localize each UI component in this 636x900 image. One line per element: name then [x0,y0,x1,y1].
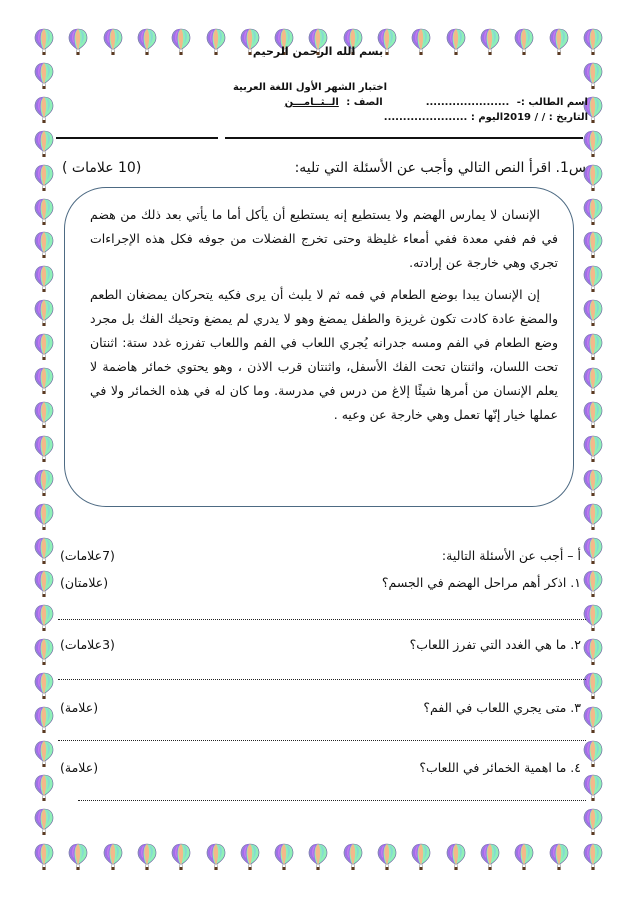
question-4: ٤. ما اهمية الخمائر في اللعاب؟ [419,760,581,775]
hot-air-balloon-icon [34,638,54,666]
hot-air-balloon-icon [34,62,54,90]
hot-air-balloon-icon [34,503,54,531]
grade-value: الــثــامـــن [284,97,339,108]
hot-air-balloon-icon [34,435,54,463]
hot-air-balloon-icon [583,604,603,632]
hot-air-balloon-icon [103,843,123,871]
hot-air-balloon-icon [480,843,500,871]
hot-air-balloon-icon [171,843,191,871]
hot-air-balloon-icon [514,843,534,871]
hot-air-balloon-icon [68,843,88,871]
hot-air-balloon-icon [206,843,226,871]
hot-air-balloon-icon [34,333,54,361]
hot-air-balloon-icon [34,774,54,802]
hot-air-balloon-icon [34,843,54,871]
day-label: اليوم : [470,112,504,123]
question-3-marks: (علامة) [60,700,99,715]
hot-air-balloon-icon [411,843,431,871]
hot-air-balloon-icon [34,672,54,700]
hot-air-balloon-icon [34,164,54,192]
date-row [168,112,588,123]
hot-air-balloon-icon [274,843,294,871]
hot-air-balloon-icon [583,401,603,429]
hot-air-balloon-icon [583,774,603,802]
question1-marks: (10 علامات ) [62,160,142,176]
hot-air-balloon-icon [34,604,54,632]
hot-air-balloon-icon [34,469,54,497]
hot-air-balloon-icon [34,96,54,124]
reading-passage [90,203,558,435]
hot-air-balloon-icon [34,367,54,395]
answer-line-1[interactable] [58,619,586,620]
hot-air-balloon-icon [583,638,603,666]
question-3: ٣. متى يجري اللعاب في الفم؟ [423,700,581,715]
hot-air-balloon-icon [583,333,603,361]
hot-air-balloon-icon [34,537,54,565]
hot-air-balloon-icon [583,164,603,192]
hot-air-balloon-icon [583,130,603,158]
hot-air-balloon-icon [34,231,54,259]
hot-air-balloon-icon [240,843,260,871]
exam-title: اختبار الشهر الأول اللغة العربية [232,82,388,93]
hot-air-balloon-icon [137,843,157,871]
hot-air-balloon-icon [343,843,363,871]
hot-air-balloon-icon [377,843,397,871]
header-divider-left [56,137,218,139]
student-info-row [168,97,588,108]
student-name-label: اسم الطالب :- [516,97,588,108]
hot-air-balloon-icon [34,198,54,226]
hot-air-balloon-icon [583,469,603,497]
passage-paragraph: الإنسان لا يمارس الهضم ولا يستطيع إنه يستطيع أن يأكل أما ما يأتي بعد ذلك من هضم في فم ففي معدة ففي أمعاء غليظة وحتى تخرج الفضلات من جوفه فكل هذه الإجراءات تجري وهي خارجة عن إرادته. [90,207,558,270]
hot-air-balloon-icon [583,198,603,226]
hot-air-balloon-icon [583,537,603,565]
hot-air-balloon-icon [583,62,603,90]
hot-air-balloon-icon [34,570,54,598]
student-name-field[interactable]: ...................... [425,97,510,108]
hot-air-balloon-icon [549,843,569,871]
day-field[interactable]: ...................... [383,112,468,123]
question-1-marks: (علامتان) [60,575,109,590]
hot-air-balloon-icon [34,808,54,836]
hot-air-balloon-icon [583,231,603,259]
section-a-title: أ – أجب عن الأسئلة التالية: [441,548,581,563]
hot-air-balloon-icon [34,706,54,734]
hot-air-balloon-icon [34,130,54,158]
bismillah-heading: بسم الله الرحمن الرحيم [252,45,384,58]
hot-air-balloon-icon [34,299,54,327]
question1-title: س1. اقرأ النص التالي وأجب عن الأسئلة التي تليه: [294,160,586,176]
section-a-marks: (7علامات) [60,548,115,563]
hot-air-balloon-icon [583,503,603,531]
hot-air-balloon-icon [34,401,54,429]
passage-paragraph: إن الإنسان يبدا بوضع الطعام في فمه ثم لا يلبث أن يرى فكيه يتحركان يمضغان الطعم والمضغ عادة كادت تكون غريزة والطفل يمضغ وهو لا يدري لم يمضغ وتحيك الفك بل مجرد وضع الطعام في الفم ومسه جدرانه يُجري اللعاب في الفم واللعاب تفرزه غدد ستة: اثنتان تحت اللسان، واثنتان تحت الفك الأسفل، واثنتان قرب الاذن ، وهو يحتوي خمائر هاضمة لا يعلم الإنسان من أمرها شيئًا إلاغ من درس في مدرسة. وما كان له في هذه الخمائر ولا في عملها خيار إنّها تعمل وهي خارجة عن وعيه . [90,287,558,422]
grade-label: الصف : [346,97,383,108]
question-2-marks: (3علامات) [60,637,115,652]
date-field[interactable]: التاريخ : / / 2019 [503,112,588,123]
header-divider-right [225,137,583,139]
hot-air-balloon-icon [583,435,603,463]
answer-line-4[interactable] [78,800,586,801]
hot-air-balloon-icon [583,843,603,871]
question-1: ١. اذكر أهم مراحل الهضم في الجسم؟ [381,575,581,590]
hot-air-balloon-icon [583,706,603,734]
hot-air-balloon-icon [446,843,466,871]
hot-air-balloon-icon [308,843,328,871]
hot-air-balloon-icon [34,740,54,768]
answer-line-2[interactable] [58,679,586,680]
hot-air-balloon-icon [583,367,603,395]
hot-air-balloon-icon [583,808,603,836]
hot-air-balloon-icon [583,740,603,768]
hot-air-balloon-icon [34,265,54,293]
answer-line-3[interactable] [58,740,586,741]
question-4-marks: (علامة) [60,760,99,775]
hot-air-balloon-icon [583,265,603,293]
hot-air-balloon-icon [583,672,603,700]
hot-air-balloon-icon [583,299,603,327]
question-2: ٢. ما هي الغدد التي تفرز اللعاب؟ [409,637,581,652]
hot-air-balloon-icon [583,570,603,598]
